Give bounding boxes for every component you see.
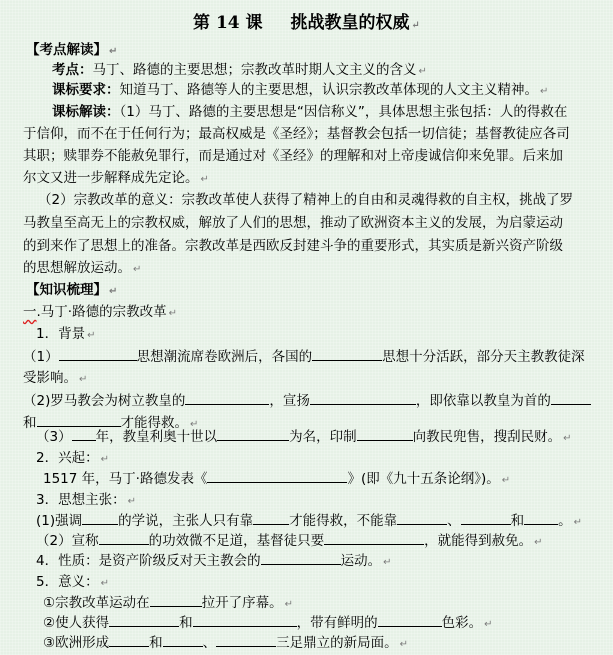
beijing-item-1-cont: 受影响。 ↵ (23, 370, 88, 386)
fill-blank[interactable] (82, 510, 118, 525)
fill-blank[interactable] (37, 412, 121, 427)
fill-blank[interactable] (72, 426, 96, 441)
section-heading-zhishi: 【知识梳理】 ↵ (26, 282, 118, 298)
fill-blank[interactable] (59, 346, 137, 361)
lesson-title: 挑战教皇的权威 (290, 13, 410, 33)
meaning-line-1: （2）宗教改革的意义：宗教改革使人获得了精神上的自由和灵魂得救的自主权，挑战了罗 (38, 192, 574, 208)
fill-blank[interactable] (150, 592, 202, 607)
xingqi-line: 1517 年，马丁·路德发表《 》(即《九十五条论纲》)。 ↵ (43, 468, 510, 491)
lesson-number: 第 14 课 (193, 13, 263, 33)
section-heading-kaodian: 【考点解读】 ↵ (26, 42, 118, 58)
fill-blank[interactable] (461, 510, 511, 525)
sixiang-item-1: (1)强调 的学说，主张人只有靠 才能得救，不能靠 、 和 。 ↵ (36, 510, 582, 533)
page-title (0, 8, 613, 33)
fill-blank[interactable] (109, 632, 149, 647)
fill-blank[interactable] (163, 632, 203, 647)
yiyi-item-3: ③欧洲形成 和 、 三足鼎立的新局面。 ↵ (43, 632, 408, 655)
kaodian-line: 考点：马丁、路德的主要思想；宗教改革时期人文主义的含义 ↵ (52, 62, 427, 78)
yiyi-item-1: ①宗教改革运动在 拉开了序幕。 ↵ (43, 592, 293, 615)
fill-blank[interactable] (193, 612, 297, 627)
fill-blank[interactable] (109, 612, 179, 627)
yiyi-item-2: ②使人获得 和 ，带有鲜明的 色彩。 ↵ (43, 612, 493, 635)
kebiao-yaoqiu-line: 课标要求：知道马丁、路德等人的主要思想，认识宗教改革体现的人文主义精神。 ↵ (52, 82, 549, 98)
fill-blank[interactable] (524, 510, 558, 525)
fill-blank[interactable] (261, 550, 341, 565)
fill-blank[interactable] (185, 390, 269, 405)
fill-blank[interactable] (253, 510, 289, 525)
kebiao-jiedu-line-3: 其职；赎罪券不能赦免罪行，而是通过对《圣经》的理解和对上帝虔诚信仰来免罪。后来加 (23, 148, 563, 164)
beijing-heading: 1．背景 ↵ (36, 326, 96, 342)
yiyi-heading: 5．意义： ↵ (36, 574, 109, 590)
beijing-item-1: （1） 思想潮流席卷欧洲后，各国的 思想十分活跃，部分天主教教徒深 (23, 346, 585, 367)
kebiao-jiedu-line-1: 课标解读：（1）马丁、路德的主要思想是“因信称义”，具体思想主张包括：人的得救在 (52, 104, 568, 120)
fill-blank[interactable] (207, 468, 347, 483)
kebiao-jiedu-line-4: 尔文又进一步解释成先定论。 ↵ (23, 170, 209, 186)
return-mark-icon: ↵ (411, 20, 420, 31)
meaning-line-3: 的到来作了思想上的准备。宗教改革是西欧反封建斗争的重要形式，其实质是新兴资产阶级 (23, 238, 563, 254)
fill-blank[interactable] (397, 510, 447, 525)
fill-blank[interactable] (99, 530, 149, 545)
fill-blank[interactable] (312, 346, 382, 361)
sixiang-item-2: （2）宣称 的功效微不足道，基督徒只要 ，就能得到赦免。 ↵ (36, 530, 542, 553)
meaning-line-4: 的思想解放运动。 ↵ (23, 260, 142, 276)
kebiao-jiedu-line-2: 于信仰，而不在于任何行为；最高权威是《圣经》；基督教会包括一切信徒；基督教徒应各司 (23, 126, 570, 142)
xingqi-heading: 2．兴起： ↵ (36, 450, 109, 466)
subsection-luther: 一.马丁·路德的宗教改革 ↵ (23, 304, 177, 320)
fill-blank[interactable] (324, 530, 424, 545)
beijing-item-2: （2)罗马教会为树立教皇的 ，宣扬 ，即依靠以教皇为首的 (23, 390, 591, 411)
sixiang-heading: 3．思想主张： ↵ (36, 492, 136, 508)
beijing-item-2-cont: 和 才能得救。 ↵ (23, 412, 198, 435)
fill-blank[interactable] (357, 426, 413, 441)
fill-blank[interactable] (551, 390, 591, 405)
xingzhi-line: 4．性质：是资产阶级反对天主教会的 运动。 ↵ (36, 550, 391, 573)
fill-blank[interactable] (378, 612, 442, 627)
fill-blank[interactable] (310, 390, 416, 405)
beijing-item-3: （3） 年，教皇利奥十世以 为名，印制 向教民兜售，搜刮民财。 ↵ (36, 426, 571, 449)
fill-blank[interactable] (217, 426, 289, 441)
meaning-line-2: 马教皇至高无上的宗教权威，解放了人们的思想，推动了欧洲资本主义的发展，为启蒙运动 (23, 215, 563, 231)
fill-blank[interactable] (216, 632, 276, 647)
